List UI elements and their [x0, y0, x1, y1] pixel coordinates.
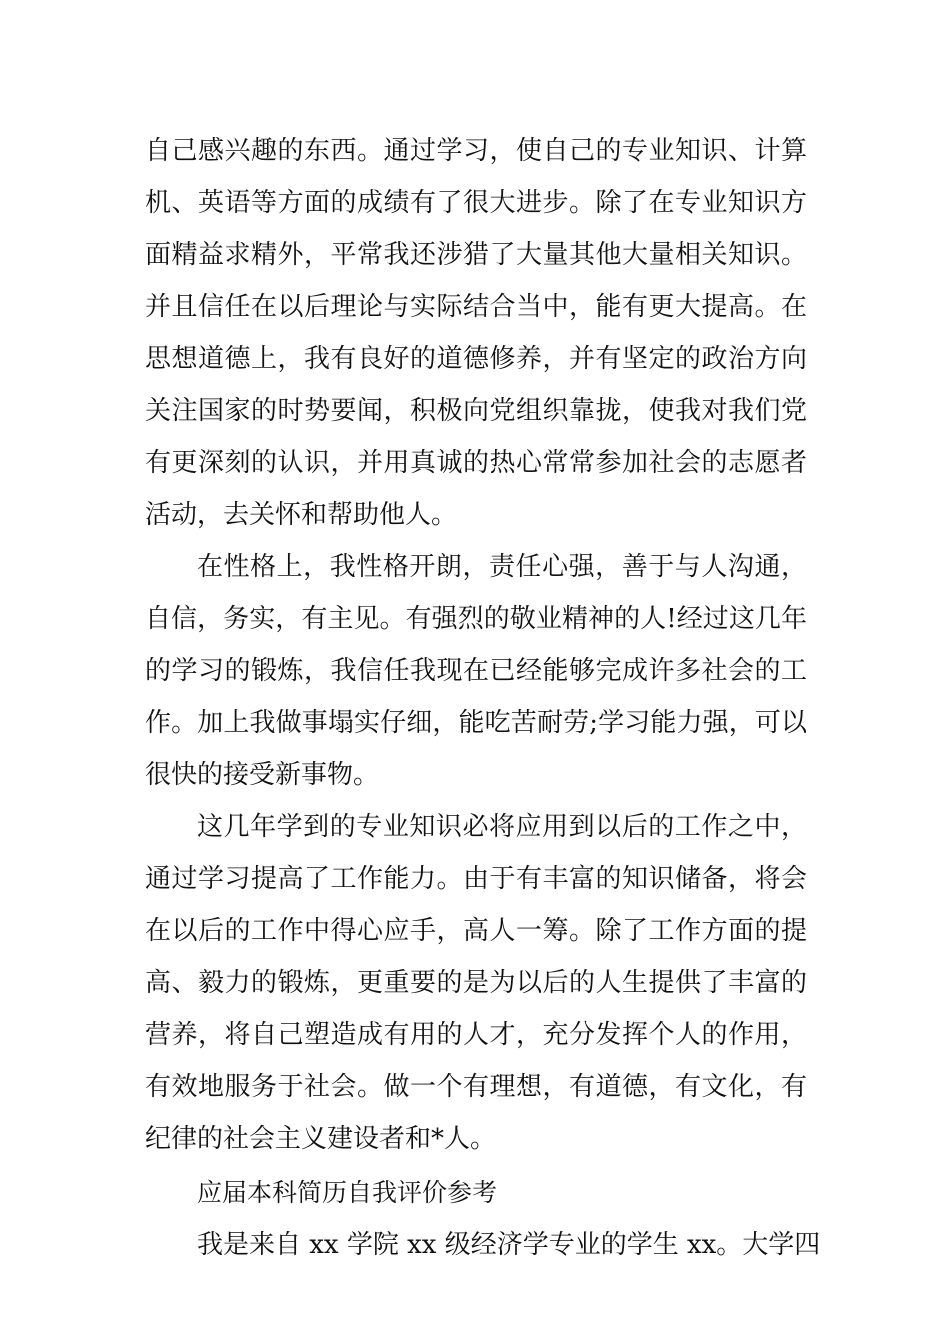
paragraph-line: 纪律的社会主义建设者和*人。 [145, 1124, 497, 1154]
paragraph-line: 自信，务实，有主见。有强烈的敬业精神的人!经过这几年 [145, 604, 807, 634]
paragraph-first-line: 我是来自 xx 学院 xx 级经济学专业的学生 xx。大学四 [197, 1230, 821, 1260]
paragraph-line: 营养，将自己塑造成有用的人才，充分发挥个人的作用， [145, 1020, 807, 1050]
paragraph-line: 作。加上我做事塌实仔细，能吃苦耐劳;学习能力强，可以 [145, 708, 807, 738]
paragraph-line: 自己感兴趣的东西。通过学习，使自己的专业知识、计算 [145, 136, 807, 166]
paragraph-line: 高、毅力的锻炼，更重要的是为以后的人生提供了丰富的 [145, 968, 807, 998]
paragraph-first-line: 这几年学到的专业知识必将应用到以后的工作之中， [197, 812, 807, 842]
paragraph-line: 通过学习提高了工作能力。由于有丰富的知识储备，将会 [145, 864, 807, 894]
paragraph-line: 并且信任在以后理论与实际结合当中，能有更大提高。在 [145, 292, 807, 322]
paragraph-line: 的学习的锻炼，我信任我现在已经能够完成许多社会的工 [145, 656, 807, 686]
paragraph-line: 机、英语等方面的成绩有了很大进步。除了在专业知识方 [145, 188, 807, 218]
paragraph-line: 关注国家的时势要闻，积极向党组织靠拢，使我对我们党 [145, 396, 807, 426]
paragraph-line: 有更深刻的认识，并用真诚的热心常常参加社会的志愿者 [145, 448, 807, 478]
paragraph-first-line: 在性格上，我性格开朗，责任心强，善于与人沟通， [197, 552, 807, 582]
paragraph-line: 思想道德上，我有良好的道德修养，并有坚定的政治方向 [145, 344, 807, 374]
section-heading: 应届本科简历自我评价参考 [197, 1178, 498, 1207]
paragraph-line: 很快的接受新事物。 [145, 760, 380, 790]
paragraph-line: 有效地服务于社会。做一个有理想，有道德，有文化，有 [145, 1072, 807, 1102]
paragraph-line: 活动，去关怀和帮助他人。 [145, 500, 458, 530]
paragraph-line: 面精益求精外，平常我还涉猎了大量其他大量相关知识。 [145, 240, 807, 270]
paragraph-line: 在以后的工作中得心应手，高人一筹。除了工作方面的提 [145, 916, 807, 946]
